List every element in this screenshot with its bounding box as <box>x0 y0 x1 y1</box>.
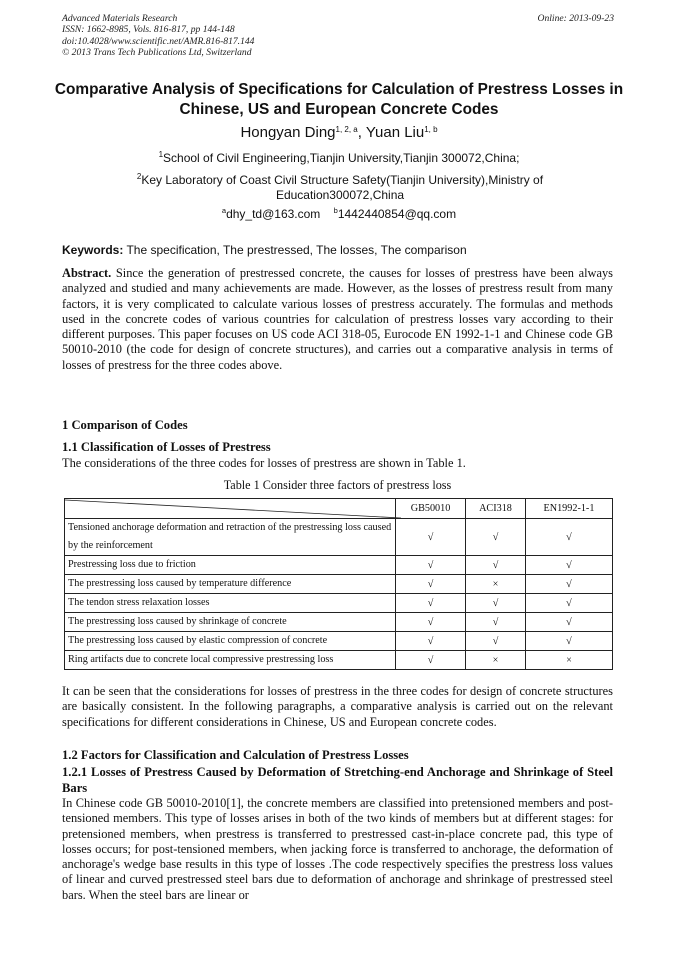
table-cell: √ <box>466 594 526 613</box>
section-heading: 1 Comparison of Codes <box>62 418 188 432</box>
abstract <box>62 266 613 373</box>
affiliation-1 <box>40 151 638 166</box>
table-row <box>65 651 613 670</box>
keywords-label: Keywords: <box>62 243 124 257</box>
subsection-heading: 1.1 Classification of Losses of Prestress <box>62 440 271 454</box>
affiliation-mark: 2 <box>136 172 142 181</box>
row-label: The prestressing loss caused by elastic compression of concrete <box>65 632 396 651</box>
table-cell: √ <box>525 632 612 651</box>
row-label: The prestressing loss caused by temperature difference <box>65 575 396 594</box>
email-mark: a <box>221 206 227 215</box>
table-cell: √ <box>396 613 466 632</box>
table-cell: √ <box>525 575 612 594</box>
table-row <box>65 594 613 613</box>
table-caption: Table 1 Consider three factors of prestress loss <box>223 478 452 492</box>
affiliation-text: Key Laboratory of Coast Civil Structure Safety(Tianjin University),Ministry of Education300072,China <box>141 173 544 202</box>
journal-name: Advanced Materials Research <box>62 13 178 24</box>
table-cell: √ <box>396 519 466 556</box>
abstract-text: Since the generation of prestressed concrete, the causes for losses of prestress have been always analyzed and studied and many achievements are made. However, as the losses of prestress result from many factors, it is very complicated to calculate various losses of prestress accurately. The formulas and methods used in the concrete codes of various countries for calculation of prestress losses vary according to their different purposes. This paper focuses on US code ACI 318-05, Eurocode EN 1992-1-1 and Chinese code GB 50010-2010 (the code for design of concrete structures), and carries out a comparative analysis in terms of losses of prestress for the three codes above. <box>62 266 613 372</box>
online-date: Online: 2013-09-23 <box>537 13 614 24</box>
author-name: Hongyan Ding <box>240 124 336 141</box>
author-line <box>40 124 638 141</box>
table-row <box>65 519 613 556</box>
author-name: Yuan Liu <box>365 124 425 141</box>
email-link[interactable]: 1442440854@qq.com <box>337 207 457 221</box>
paragraph: It can be seen that the considerations for losses of prestress in the three codes for design of concrete structures are basically consistent. In the following paragraphs, a comparative analysis is carried out on the relevant specifications for different considerations in Chinese, US and European concrete codes. <box>62 684 613 729</box>
subsection-heading: 1.2 Factors for Classification and Calculation of Prestress Losses <box>62 748 409 762</box>
table-cell: × <box>466 575 526 594</box>
paragraph: The considerations of the three codes for losses of prestress are shown in Table 1. <box>62 456 466 470</box>
data-table <box>64 498 613 670</box>
table-row <box>65 632 613 651</box>
table-row <box>65 575 613 594</box>
row-label: The tendon stress relaxation losses <box>65 594 396 613</box>
email-link[interactable]: dhy_td@163.com <box>226 207 321 221</box>
doi-line: doi:10.4028/www.scientific.net/AMR.816-817.144 <box>62 35 255 47</box>
row-label: Ring artifacts due to concrete local compressive prestressing loss <box>65 651 396 670</box>
author-superscript: 1, b <box>424 125 438 134</box>
affiliation-mark: 1 <box>158 150 164 159</box>
table-cell: × <box>466 651 526 670</box>
row-label: Tensioned anchorage deformation and retraction of the prestressing loss caused by the reinforcement <box>65 519 396 556</box>
email-line <box>40 207 638 222</box>
table-cell: √ <box>466 556 526 575</box>
diagonal-line <box>65 499 401 519</box>
copyright-line: © 2013 Trans Tech Publications Ltd, Switzerland <box>62 47 252 59</box>
table-cell: √ <box>466 632 526 651</box>
table-corner-cell <box>65 499 396 519</box>
table-cell: √ <box>396 651 466 670</box>
table-cell: √ <box>396 556 466 575</box>
author-superscript: 1, 2, a <box>335 125 358 134</box>
affiliation-2 <box>110 173 570 203</box>
paragraph: In Chinese code GB 50010-2010[1], the concrete members are classified into pretensioned members and post-tensioned members. This type of losses arises in both of the two kinds of members but at different stages: for pretensioned members, when prestress is transferred to prestressed cast-in-place concrete pad, this type of losses occurs; for post-tensioned members, when jacking force is transferred to anchorage, the deformation of anchorage's wedge base results in this type of losses .The code respectively specifies the prestress loss values of linear and curved prestressed steel bars due to deformation of anchorage and shrinkage of prestressed steel bars. When the steel bars are linear or <box>62 796 613 902</box>
affiliation-text: School of Civil Engineering,Tianjin University,Tianjin 300072,China; <box>163 151 520 165</box>
column-header: EN1992-1-1 <box>525 499 612 519</box>
issn-line: ISSN: 1662-8985, Vols. 816-817, pp 144-148 <box>62 24 235 36</box>
table-cell: √ <box>466 519 526 556</box>
table-cell: √ <box>525 556 612 575</box>
table-cell: × <box>525 651 612 670</box>
running-header <box>62 13 254 59</box>
author-separator: , <box>357 124 366 141</box>
subsubsection-heading: 1.2.1 Losses of Prestress Caused by Deformation of Stretching-end Anchorage and Shrinkage of Steel Bars <box>62 765 613 795</box>
table-cell: √ <box>525 613 612 632</box>
table-cell: √ <box>525 594 612 613</box>
table-cell: √ <box>396 632 466 651</box>
table-header-row <box>65 499 613 519</box>
column-header: ACI318 <box>466 499 526 519</box>
email-mark: b <box>333 206 338 215</box>
paper-title: Comparative Analysis of Specifications for Calculation of Prestress Losses in Chinese, US and European Concrete Codes <box>54 81 624 118</box>
keywords <box>62 243 617 257</box>
table-cell: √ <box>466 613 526 632</box>
table-cell: √ <box>525 519 612 556</box>
row-label: Prestressing loss due to friction <box>65 556 396 575</box>
row-label: The prestressing loss caused by shrinkage of concrete <box>65 613 396 632</box>
table-cell: √ <box>396 594 466 613</box>
table-row <box>65 556 613 575</box>
table-row <box>65 613 613 632</box>
abstract-label: Abstract. <box>62 266 112 280</box>
keywords-text: The specification, The prestressed, The losses, The comparison <box>123 243 467 257</box>
column-header: GB50010 <box>396 499 466 519</box>
table-cell: √ <box>396 575 466 594</box>
